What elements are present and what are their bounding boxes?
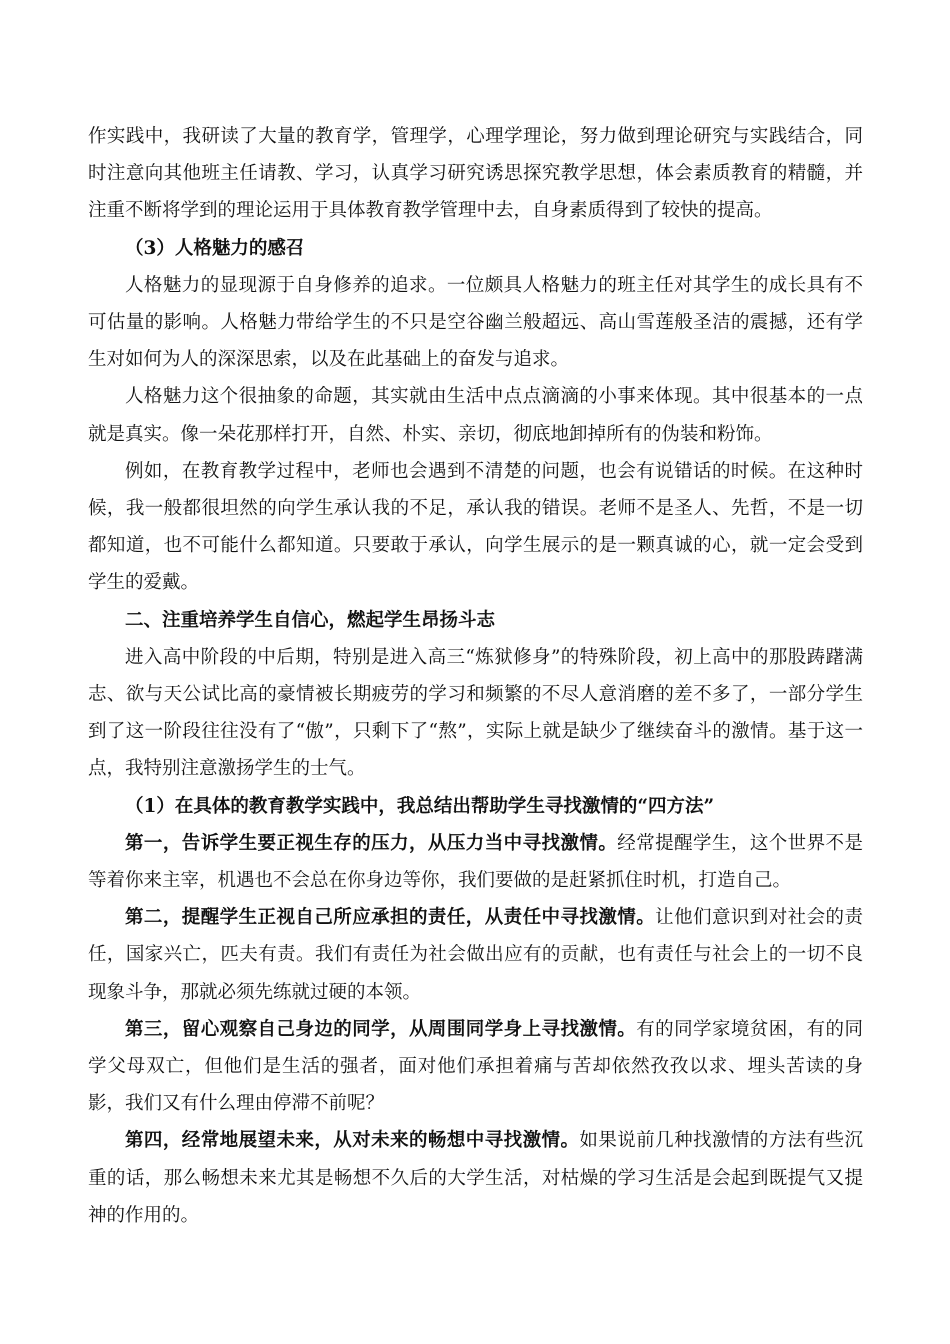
method-lead: 第三，留心观察自己身边的同学，从周围同学身上寻找激情。 [125, 1018, 637, 1040]
method-lead: 第二，提醒学生正视自己所应承担的责任，从责任中寻找激情。 [125, 907, 656, 929]
paragraph: 人格魅力的显现源于自身修养的追求。一位颇具人格魅力的班主任对其学生的成长具有不可估量的影响。人格魅力带给学生的不只是空谷幽兰般超远、高山雪莲般圣洁的震撼，还有学生对如何为人的深深思索，以及在此基础上的奋发与追求。 [88, 274, 863, 371]
method-paragraph-first [88, 825, 863, 899]
method-paragraph-third [88, 1011, 863, 1123]
method-paragraph-second [88, 899, 863, 1011]
paragraph: 例如，在教育教学过程中，老师也会遇到不清楚的问题，也会有说错话的时候。在这种时候，我一般都很坦然的向学生承认我的不足，承认我的错误。老师不是圣人、先哲，不是一切都知道，也不可能什么都知道。只要敢于承认，向学生展示的是一颗真诚的心，就一定会受到学生的爱戴。 [88, 460, 863, 594]
method-text: 如果说前几种找激情的方法有些沉重的话，那么畅想未来尤其是畅想不久后的大学生活，对枯燥的学习生活是会起到既提气又提神的作用的。 [88, 1130, 863, 1226]
method-paragraph-fourth [88, 1122, 863, 1234]
paragraph: 进入高中阶段的中后期，特别是进入高三“炼狱修身”的特殊阶段，初上高中的那股踌躇满志、欲与天公试比高的豪情被长期疲劳的学习和频繁的不尽人意消磨的差不多了，一部分学生到了这一阶段往往没有了“傲”，只剩下了“熬”，实际上就是缺少了继续奋斗的激情。基于这一点，我特别注意激扬学生的士气。 [88, 646, 863, 780]
paragraph: 人格魅力这个很抽象的命题，其实就由生活中点点滴滴的小事来体现。其中很基本的一点就是真实。像一朵花那样打开，自然、朴实、亲切，彻底地卸掉所有的伪装和粉饰。 [88, 386, 863, 445]
method-lead: 第一，告诉学生要正视生存的压力，从压力当中寻找激情。 [125, 832, 618, 854]
method-text: 经常提醒学生，这个世界不是等着你来主宰，机遇也不会总在你身边等你，我们要做的是赶紧抓住时机，打造自己。 [88, 832, 863, 892]
method-text: 有的同学家境贫困，有的同学父母双亡，但他们是生活的强者，面对他们承担着痛与苦却依然孜孜以求、埋头苦读的身影，我们又有什么理由停滞不前呢？ [88, 1018, 863, 1115]
method-lead: 第四，经常地展望未来，从对未来的畅想中寻找激情。 [125, 1130, 580, 1152]
method-text: 让他们意识到对社会的责任，国家兴亡，匹夫有责。我们有责任为社会做出应有的贡献，也有责任与社会上的一切不良现象斗争，那就必须先练就过硬的本领。 [88, 907, 863, 1003]
paragraph-continuation: 作实践中，我研读了大量的教育学，管理学，心理学理论，努力做到理论研究与实践结合，同时注意向其他班主任请教、学习，认真学习研究诱思探究教学思想，体会素质教育的精髓，并注重不断将学到的理论运用于具体教育教学管理中去，自身素质得到了较快的提高。 [88, 126, 863, 222]
document-body [88, 118, 863, 1234]
section-heading-personality-charm: （3）人格魅力的感召 [125, 237, 305, 259]
section-heading-confidence: 二、注重培养学生自信心，燃起学生昂扬斗志 [125, 609, 496, 631]
section-heading-four-methods: （1）在具体的教育教学实践中，我总结出帮助学生寻找激情的“四方法” [125, 795, 715, 817]
